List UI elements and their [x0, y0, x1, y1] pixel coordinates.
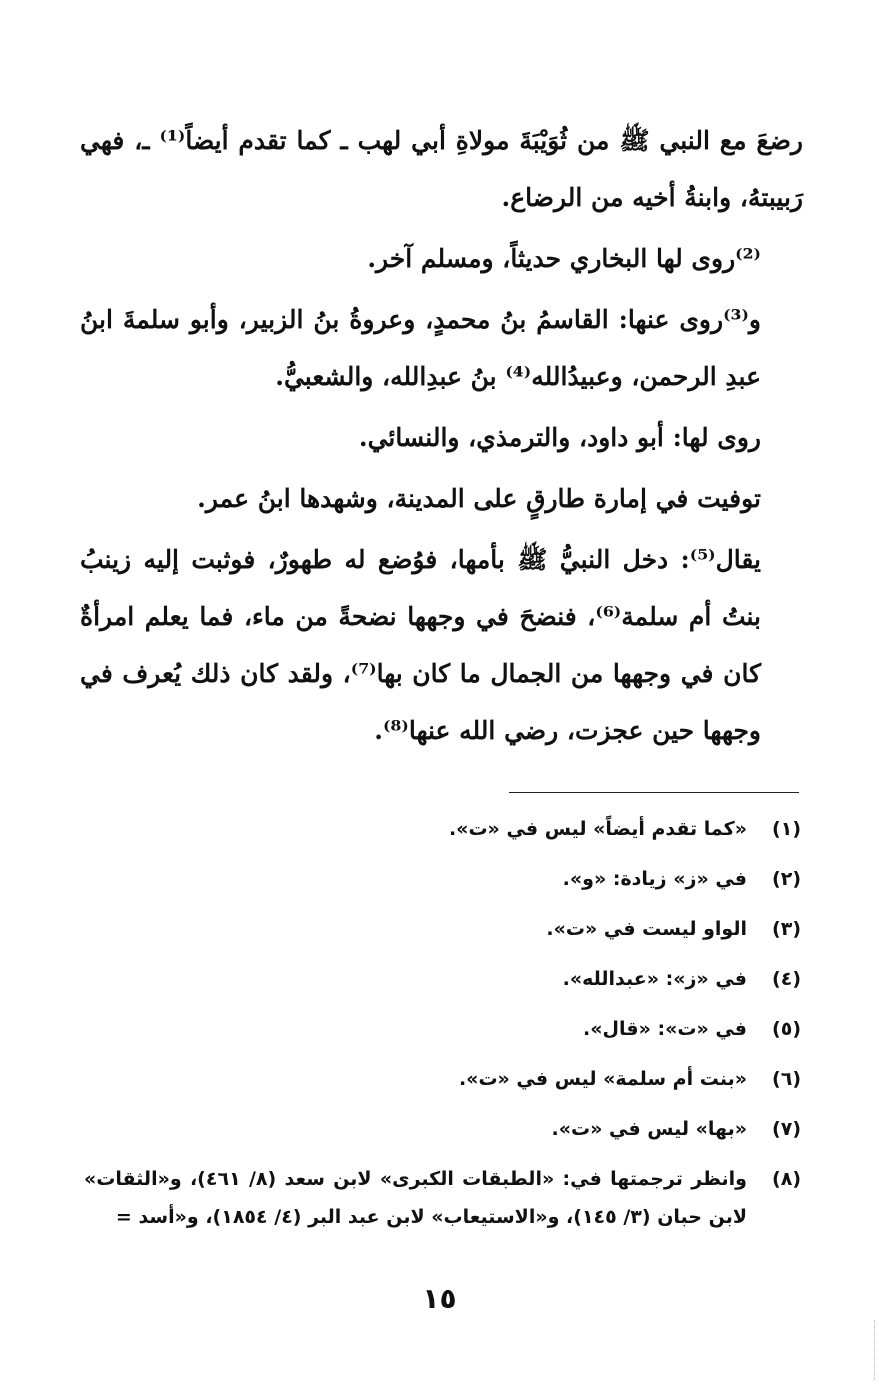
footnote-1 [84, 810, 801, 848]
footnote-text: الواو ليست في «ت». [546, 918, 747, 940]
footnotes [84, 810, 801, 1248]
main-text [80, 112, 803, 763]
footnote-text: وانظر ترجمتها في: «الطبقات الكبرى» لابن سعد (٨/ ٤٦١)، و«الثقات» لابن حبان (٣/ ١٤٥)، و«الاستيعاب» لابن عبد البر (٤/ ١٨٥٤)، و«أسد = [84, 1168, 747, 1228]
footnote-number: (٧) [772, 1118, 801, 1140]
scan-edge-marks [874, 1320, 875, 1380]
page-number: ١٥ [422, 1282, 457, 1315]
paragraph-1: رضعَ مع النبي ﷺ من ثُوَيْبَةَ مولاةِ أبي لهب ـ كما تقدم أيضاً⁽¹⁾ ـ، فهي رَبيبتهُ، وابنةُ أخيه من الرضاع. [80, 126, 803, 212]
footnote-8 [84, 1160, 801, 1236]
paragraph-2: ⁽²⁾روى لها البخاري حديثاً، ومسلم آخر. [367, 244, 761, 273]
footnote-number: (٤) [772, 968, 801, 990]
footnote-6 [84, 1060, 801, 1098]
footnote-text: «كما تقدم أيضاً» ليس في «ت». [448, 818, 747, 840]
footnote-number: (٢) [772, 868, 801, 890]
footnote-number: (٣) [772, 918, 801, 940]
paragraph-6: يقال⁽⁵⁾: دخل النبيُّ ﷺ بأمها، فوُضع له طهورٌ، فوثبت إليه زينبُ بنتُ أم سلمة⁽⁶⁾، فنضحَ في وجهها نضحةً من ماء، فما يعلم امرأةٌ كان في وجهها من الجمال ما كان بها⁽⁷⁾، ولقد كان ذلك يُعرف في وجهها حين عجزت، رضي الله عنها⁽⁸⁾. [80, 545, 761, 745]
footnote-number: (٦) [772, 1068, 801, 1090]
footnote-number: (١) [772, 818, 801, 840]
footnote-3 [84, 910, 801, 948]
footnote-number: (٨) [772, 1168, 801, 1190]
footnote-5 [84, 1010, 801, 1048]
footnote-7 [84, 1110, 801, 1148]
paragraph-5: توفيت في إمارة طارقٍ على المدينة، وشهدها ابنُ عمر. [197, 484, 761, 513]
footnote-number: (٥) [772, 1018, 801, 1040]
footnote-separator [509, 792, 799, 793]
footnote-text: في «ت»: «قال». [583, 1018, 747, 1040]
footnote-2 [84, 860, 801, 898]
footnote-text: في «ز» زيادة: «و». [562, 868, 747, 890]
footnote-4 [84, 960, 801, 998]
footnote-text: في «ز»: «عبدالله». [562, 968, 747, 990]
paragraph-4: روى لها: أبو داود، والترمذي، والنسائي. [358, 423, 761, 452]
paragraph-3: و⁽³⁾روى عنها: القاسمُ بنُ محمدٍ، وعروةُ بنُ الزبير، وأبو سلمةَ ابنُ عبدِ الرحمن، وعبيدُالله⁽⁴⁾ بنُ عبدِالله، والشعبيُّ. [80, 305, 761, 391]
footnote-text: «بها» ليس في «ت». [551, 1118, 747, 1140]
footnote-text: «بنت أم سلمة» ليس في «ت». [458, 1068, 747, 1090]
